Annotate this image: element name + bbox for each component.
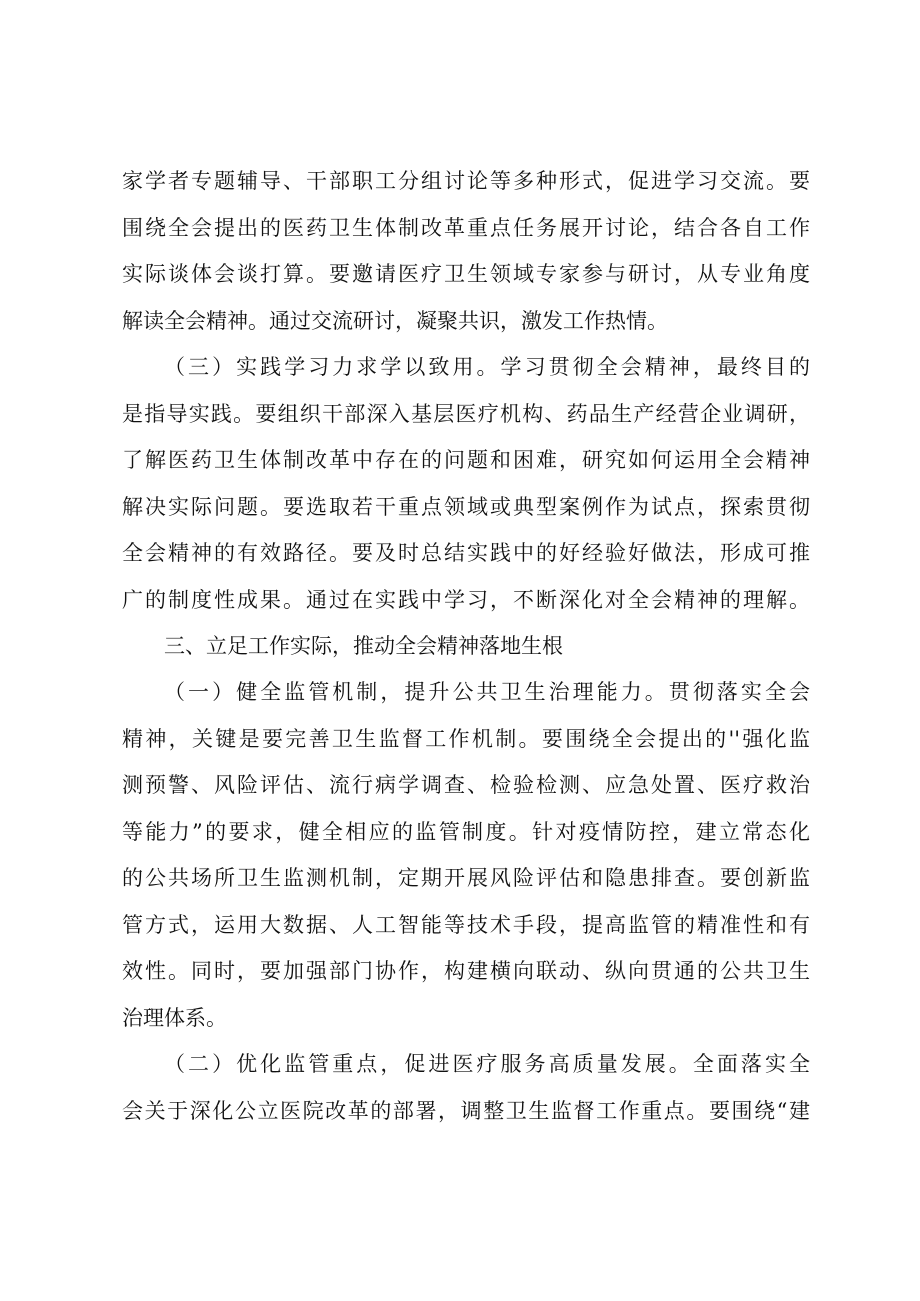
text-line: 测预警、风险评估、流行病学调查、检验检测、应急处置、医疗救治 [122, 773, 810, 797]
text-line: 解读全会精神。通过交流研讨，凝聚共识，激发工作热情。 [122, 308, 668, 333]
text-line: （二）优化监管重点，促进医疗服务高质量发展。全面落实全 [164, 1052, 810, 1076]
text-line: 的公共场所卫生监测机制，定期开展风险评估和隐患排查。要创新监 [122, 866, 810, 890]
section-heading: 三、立足工作实际，推动全会精神落地生根 [164, 634, 563, 658]
text-line: 管方式，运用大数据、人工智能等技术手段，提高监管的精准性和有 [122, 912, 810, 937]
text-line: 精神，关键是要完善卫生监督工作机制。要围绕全会提出的''强化监 [122, 726, 810, 751]
paragraph-supervision-focus [122, 1041, 810, 1134]
text-line: 广的制度性成果。通过在实践中学习，不断深化对全会精神的理解。 [122, 587, 810, 612]
paragraph-continued-exchange [122, 158, 810, 344]
text-line: 全会精神的有效路径。要及时总结实践中的好经验好做法，形成可推 [122, 541, 810, 565]
text-line: 等能力”的要求，健全相应的监管制度。针对疫情防控，建立常态化 [122, 819, 810, 844]
text-line: 是指导实践。要组织干部深入基层医疗机构、药品生产经营企业调研， [122, 401, 810, 426]
text-line: 围绕全会提出的医药卫生体制改革重点任务展开讨论，结合各自工作 [122, 215, 810, 240]
text-line: 解决实际问题。要选取若干重点领域或典型案例作为试点，探索贯彻 [122, 494, 810, 519]
text-line: （三）实践学习力求学以致用。学习贯彻全会精神，最终目的 [164, 355, 810, 379]
paragraph-supervision-mechanism [122, 669, 810, 1041]
text-line: 治理体系。 [122, 1005, 227, 1030]
text-line: 家学者专题辅导、干部职工分组讨论等多种形式，促进学习交流。要 [122, 169, 810, 193]
text-line: （一）健全监管机制，提升公共卫生治理能力。贯彻落实全会 [164, 680, 810, 704]
text-line: 实际谈体会谈打算。要邀请医疗卫生领域专家参与研讨，从专业角度 [122, 262, 810, 286]
text-line: 效性。同时，要加强部门协作，构建横向联动、纵向贯通的公共卫生 [122, 959, 810, 983]
text-line: 了解医药卫生体制改革中存在的问题和困难，研究如何运用全会精神 [122, 448, 810, 472]
text-line: 会关于深化公立医院改革的部署，调整卫生监督工作重点。要围绕“建 [122, 1098, 810, 1123]
paragraph-practice-learning [122, 344, 810, 623]
